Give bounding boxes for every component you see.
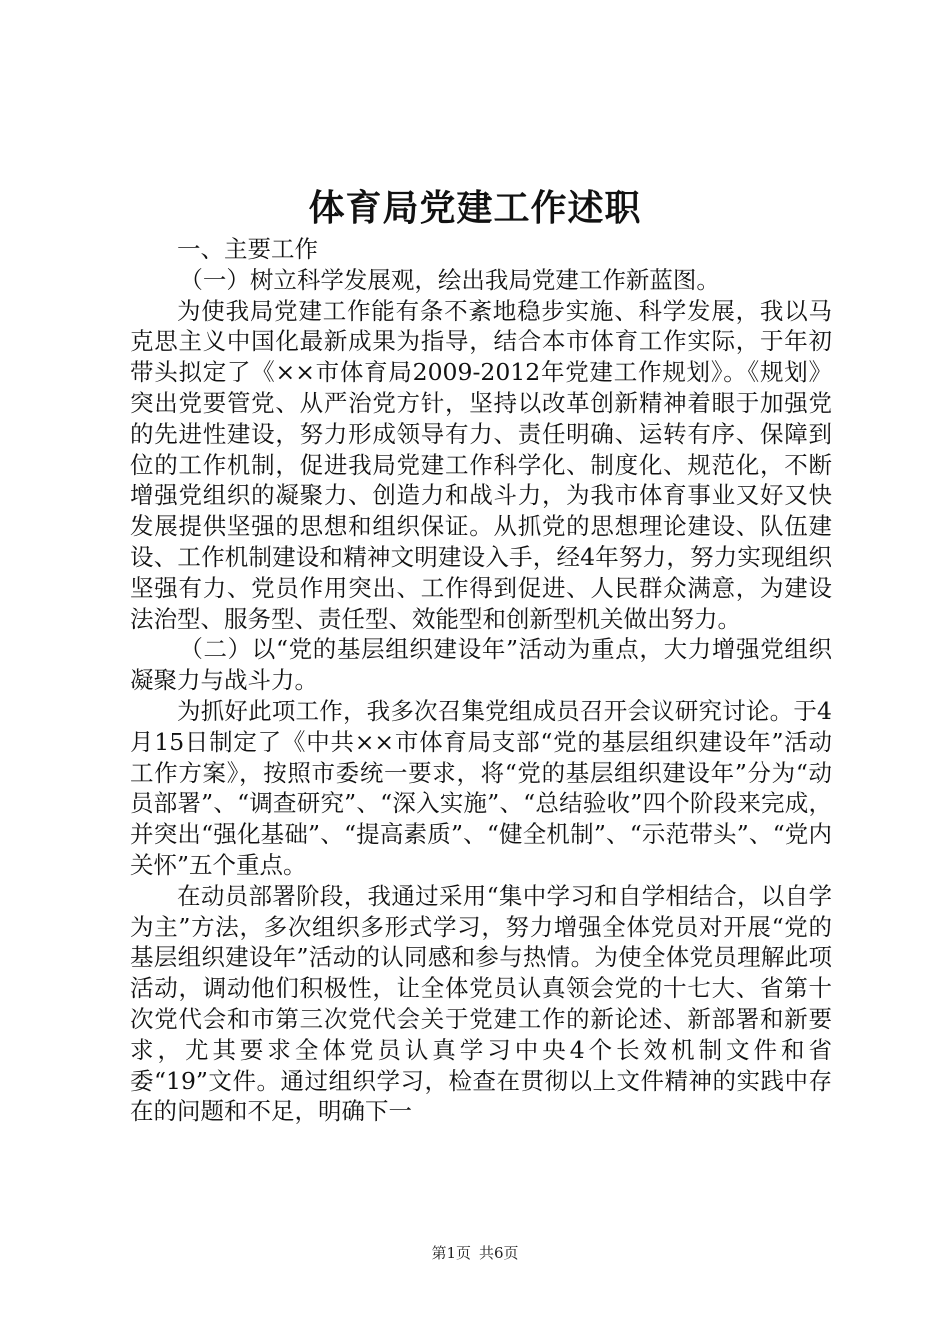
- page-footer: [0, 1243, 950, 1263]
- subsection-heading: （一）树立科学发展观，绘出我局党建工作新蓝图。: [179, 265, 720, 294]
- document-title: 体育局党建工作述职: [308, 188, 642, 229]
- document-body: [130, 234, 832, 1127]
- body-paragraph: 为使我局党建工作能有条不紊地稳步实施、科学发展，我以马克思主义中国化最新成果为指导，结合本市体育工作实际，于年初带头拟定了《××市体育局2009-2012年党建工作规划》。《规划》突出党要管党、从严治党方针，坚持以改革创新精神着眼于加强党的先进性建设，努力形成领导有力、责任明确、运转有序、保障到位的工作机制，促进我局党建工作科学化、制度化、规范化，不断增强党组织的凝聚力、创造力和战斗力，为我市体育事业又好又快发展提供坚强的思想和组织保证。从抓党的思想理论建设、队伍建设、工作机制建设和精神文明建设入手，经4年努力，努力实现组织坚强有力、党员作用突出、工作得到促进、人民群众满意，为建设法治型、服务型、责任型、效能型和创新型机关做出努力。: [130, 296, 832, 633]
- subsection-heading: （二）以“党的基层组织建设年”活动为重点，大力增强党组织凝聚力与战斗力。: [130, 635, 832, 695]
- page-total: 共6页: [479, 1244, 519, 1262]
- page-number: 第1页: [431, 1244, 471, 1262]
- section-heading: 一、主要工作: [177, 235, 318, 263]
- body-paragraph: 为抓好此项工作，我多次召集党组成员召开会议研究讨论。于4月15日制定了《中共××市体育局支部“党的基层组织建设年”活动工作方案》，按照市委统一要求，将“党的基层组织建设年”分为“动员部署”、“调查研究”、“深入实施”、“总结验收”四个阶段来完成，并突出“强化基础”、“提高素质”、“健全机制”、“示范带头”、“党内关怀”五个重点。: [130, 696, 832, 879]
- body-paragraph: 在动员部署阶段，我通过采用“集中学习和自学相结合，以自学为主”方法，多次组织多形式学习，努力增强全体党员对开展“党的基层组织建设年”活动的认同感和参与热情。为使全体党员理解此项活动，调动他们积极性，让全体党员认真领会党的十七大、省第十次党代会和市第三次党代会关于党建工作的新论述、新部署和新要求，尤其要求全体党员认真学习中央4个长效机制文件和省委“19”文件。通过组织学习，检查在贯彻以上文件精神的实践中存在的问题和不足，明确下一: [130, 881, 832, 1126]
